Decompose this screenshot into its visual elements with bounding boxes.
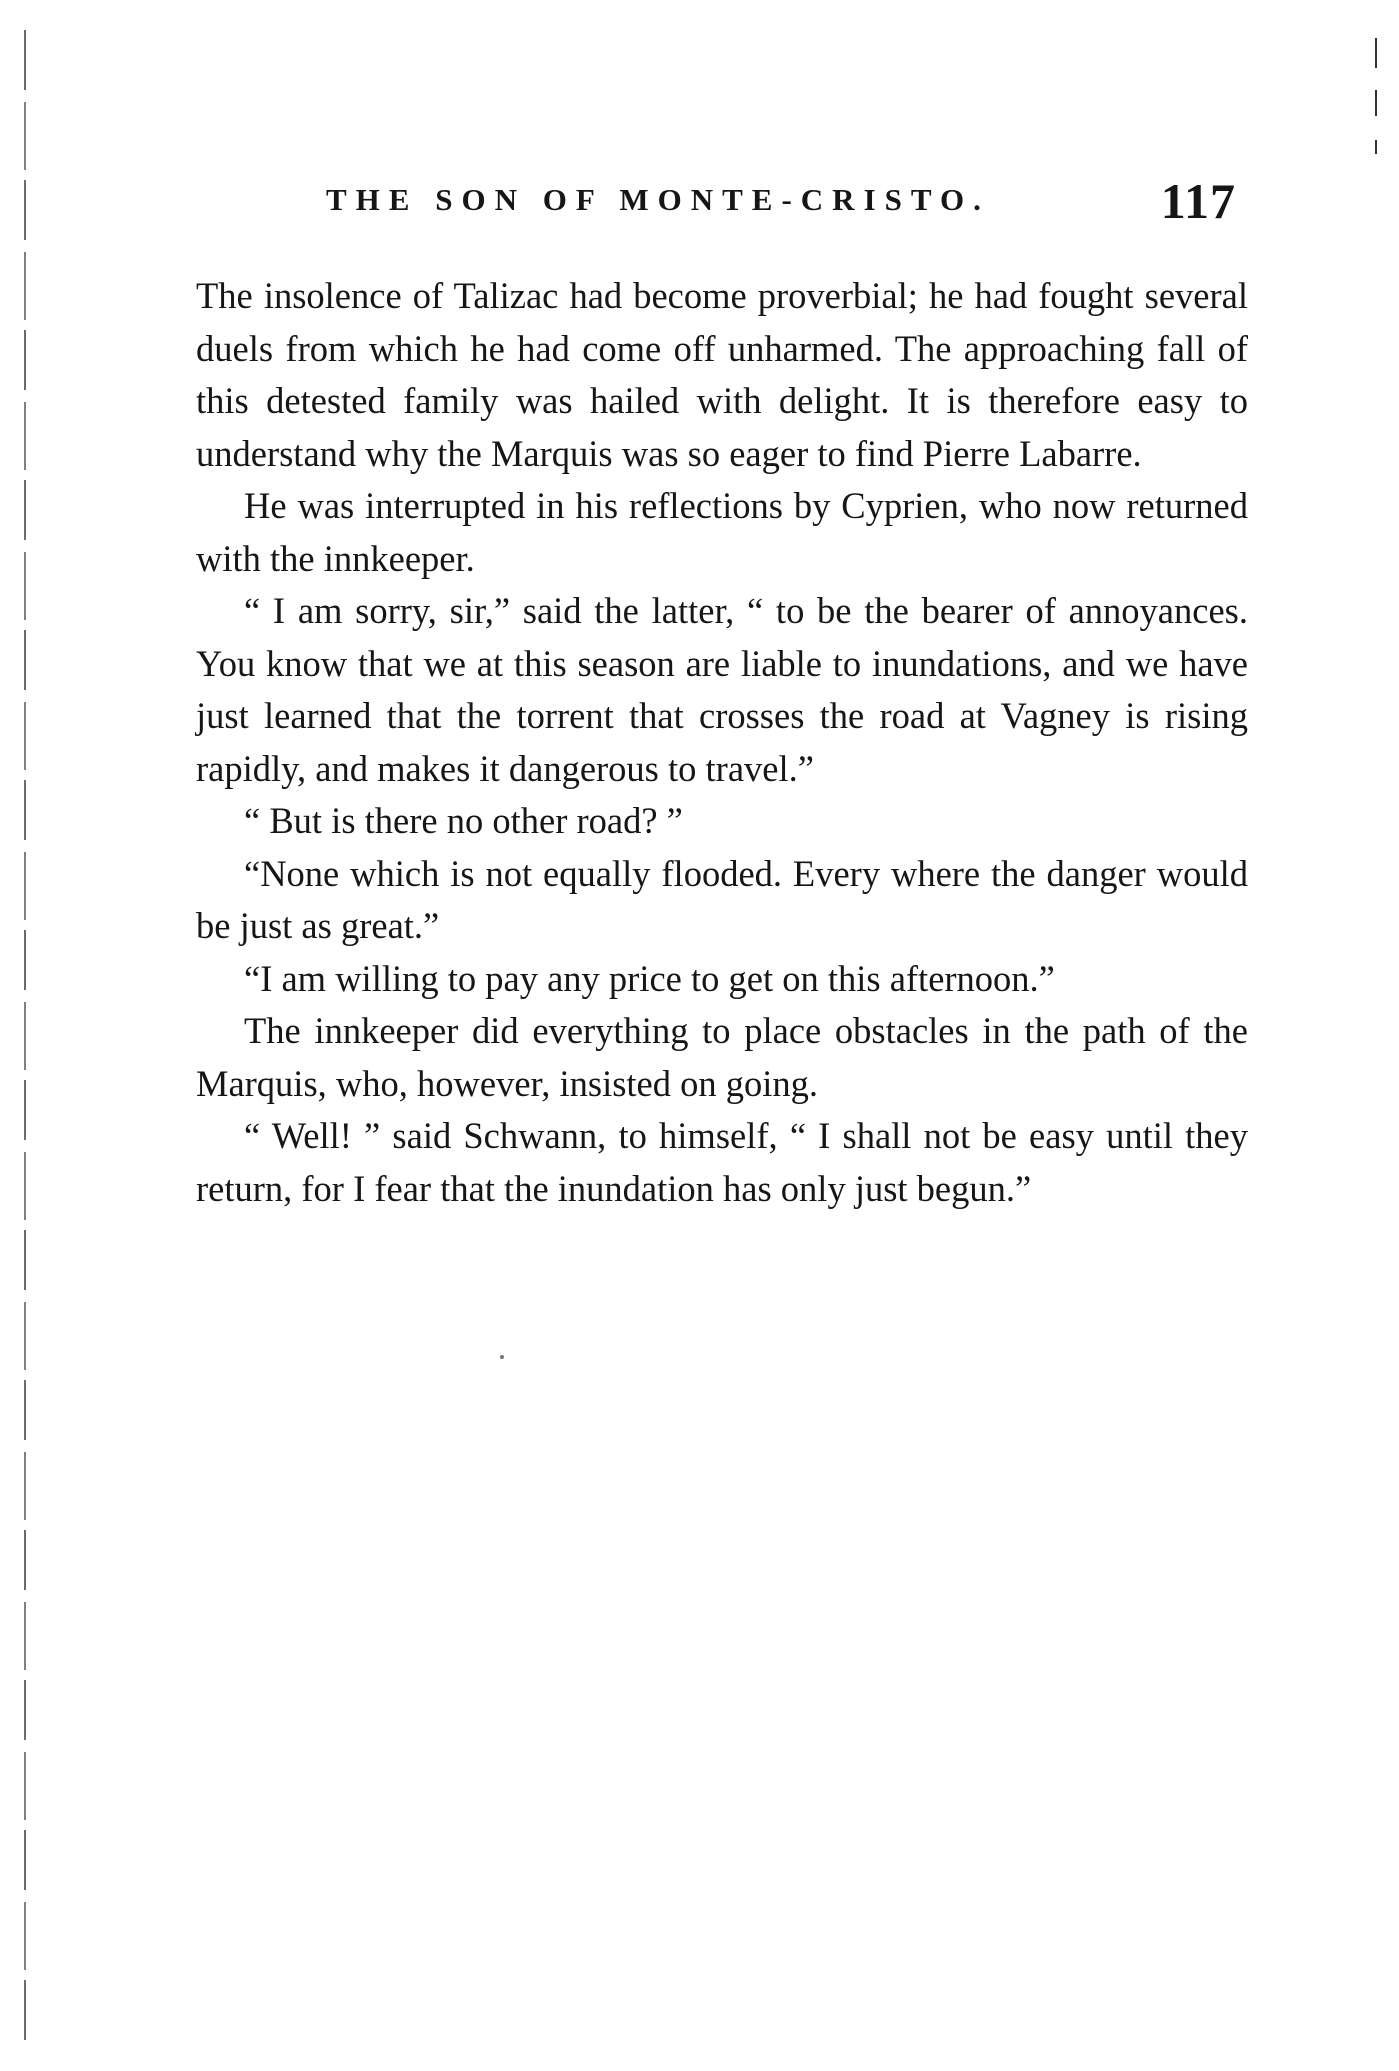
edge-tick-mark bbox=[1375, 140, 1377, 154]
paragraph: “I am willing to pay any price to get on this afternoon.” bbox=[244, 957, 1055, 999]
paragraph: The insolence of Talizac had become proverbial; he had fought several duels from which he had come off unharmed. The approaching fall of this detested family was hailed with delight. It is therefore easy to understand why the Marquis was so eager to find Pierre Labarre. bbox=[196, 275, 1248, 474]
paragraph: He was interrupted in his reflections by Cyprien, who now returned with the innkeeper. bbox=[196, 485, 1248, 579]
running-head bbox=[196, 172, 1248, 232]
page-number: 117 bbox=[1160, 173, 1236, 229]
paragraph: “None which is not equally flooded. Every where the danger would be just as great.” bbox=[196, 852, 1248, 946]
binding-edge-mark bbox=[24, 30, 26, 2040]
body-text bbox=[196, 270, 1248, 1215]
paragraph: The innkeeper did everything to place obstacles in the path of the Marquis, who, however, insisted on going. bbox=[196, 1010, 1248, 1104]
edge-tick-mark bbox=[1375, 38, 1377, 68]
paragraph: “ Well! ” said Schwann, to himself, “ I shall not be easy until they return, for I fear that the inundation has only just begun.” bbox=[196, 1115, 1248, 1209]
paragraph: “ But is there no other road? ” bbox=[244, 800, 683, 841]
paragraph: “ I am sorry, sir,” said the latter, “ to be the bearer of annoyances. You know that we at this season are liable to inundations, and we have just learned that the torrent that crosses the road at Vagney is rising rapidly, and makes it dangerous to travel.” bbox=[196, 590, 1248, 789]
edge-tick-mark bbox=[1375, 90, 1377, 116]
print-speck bbox=[500, 1355, 504, 1359]
running-title: THE SON OF MONTE-CRISTO. bbox=[326, 182, 990, 217]
